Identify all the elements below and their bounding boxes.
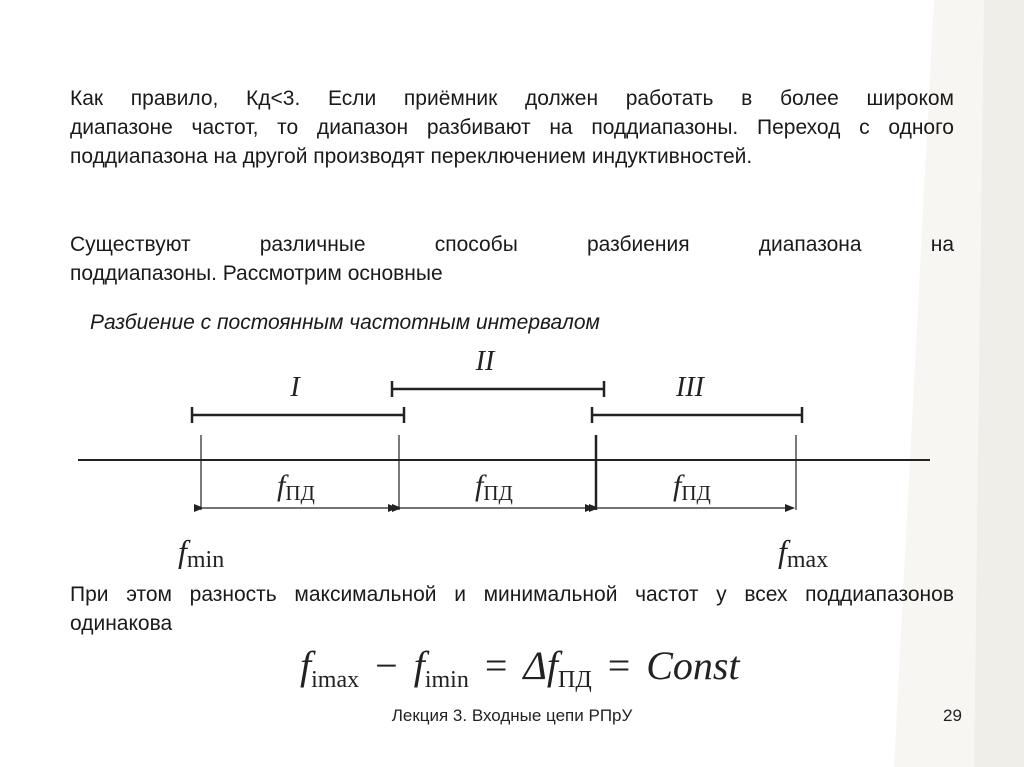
formula — [300, 642, 740, 693]
formula-const: Const — [646, 643, 740, 688]
formula-sub-pd: ПД — [557, 667, 592, 693]
page-number: 29 — [943, 706, 962, 725]
paragraph-methods-rest: поддиапазоны. Рассмотрим основные — [70, 262, 443, 285]
interval-label-3: fПД — [673, 469, 711, 505]
interval-label-1: fПД — [277, 469, 315, 505]
formula-sub-imin: imin — [424, 667, 469, 693]
subrange-bar-2 — [392, 381, 604, 397]
label-II: II — [475, 346, 495, 377]
paragraph-methods-line1: Существуют различные способы разбиения диапазона на — [70, 233, 954, 256]
fmax-label: fmax — [778, 533, 829, 573]
formula-f2: f — [413, 643, 425, 688]
formula-delta-f: Δf — [523, 643, 558, 688]
formula-equals-1: = — [484, 643, 508, 688]
section-heading: Разбиение с постоянным частотным интервалом — [90, 311, 600, 334]
subrange-bar-3 — [592, 407, 802, 423]
formula-sub-imax: imax — [311, 667, 360, 693]
subrange-diagram — [0, 340, 1024, 580]
subrange-bar-1 — [192, 407, 404, 423]
paragraph-kd — [70, 84, 954, 171]
interval-label-2: fПД — [475, 469, 513, 505]
paragraph-difference: При этом разность максимальной и минимальной частот у всех поддиапазонов одинакова — [70, 583, 954, 635]
paragraph-kd-line1: Как правило, Кд<3. Если приёмник должен работать в более широком — [70, 87, 954, 110]
paragraph-kd-rest: диапазоне частот, то диапазон разбивают на поддиапазоны. Переход с одного поддиапазона на другой производят переключением индуктивностей. — [70, 116, 954, 168]
label-III: III — [676, 372, 704, 403]
fmin-label: fmin — [178, 533, 225, 573]
label-I: I — [290, 372, 300, 403]
formula-f1: f — [300, 643, 312, 688]
formula-equals-2: = — [607, 643, 631, 688]
paragraph-methods — [70, 230, 954, 288]
footer-title: Лекция 3. Входные цепи РПрУ — [391, 706, 633, 725]
formula-minus: − — [375, 643, 398, 688]
